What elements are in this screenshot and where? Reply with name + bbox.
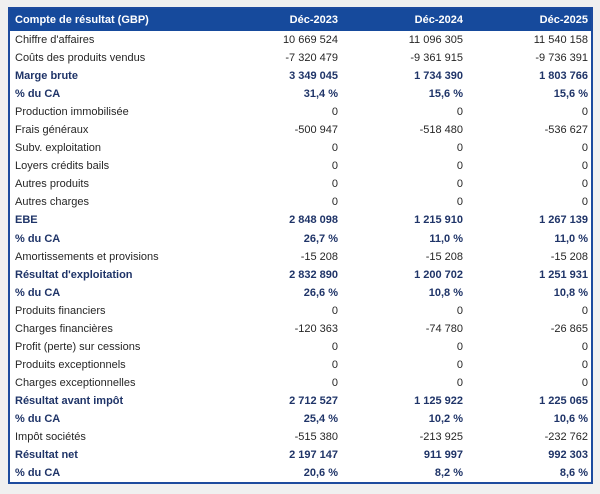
row-value: -500 947 — [294, 124, 338, 137]
table-row — [10, 121, 591, 139]
table-row — [10, 211, 591, 229]
row-value: 2 712 527 — [289, 394, 338, 407]
table-row — [10, 85, 591, 103]
row-value: -213 925 — [419, 431, 463, 444]
row-value: -518 480 — [419, 124, 463, 137]
row-label: Résultat net — [15, 449, 78, 462]
row-value: -15 208 — [550, 250, 588, 263]
row-value: 0 — [456, 304, 463, 317]
row-value: 10,8 % — [553, 286, 588, 299]
row-value: 11,0 % — [429, 232, 463, 245]
row-value: -9 736 391 — [535, 52, 588, 65]
row-value: 911 997 — [423, 449, 463, 462]
income-statement-table — [8, 7, 593, 484]
row-value: -120 363 — [294, 322, 338, 335]
row-value: 0 — [581, 142, 588, 155]
row-value: -9 361 915 — [410, 52, 463, 65]
row-value: 10,2 % — [428, 413, 463, 425]
row-value: 0 — [581, 196, 588, 209]
row-label: % du CA — [15, 467, 61, 480]
row-label: Autres charges — [15, 196, 89, 209]
table-row — [10, 248, 591, 266]
table-row — [10, 428, 591, 446]
row-value: 1 251 931 — [539, 268, 588, 281]
row-value: 15,6 % — [553, 88, 588, 101]
table-row — [10, 446, 591, 464]
table-row — [10, 157, 591, 175]
table-row — [10, 49, 591, 67]
row-value: 0 — [331, 196, 338, 209]
row-value: 0 — [331, 340, 338, 353]
table-header-row — [10, 9, 591, 31]
row-value: 11 096 305 — [408, 34, 463, 47]
row-label: Profit (perte) sur cessions — [15, 340, 141, 353]
row-label: Amortissements et provisions — [15, 250, 159, 263]
row-value: 0 — [331, 160, 338, 173]
row-value: -15 208 — [425, 250, 463, 263]
table-row — [10, 193, 591, 211]
row-value: 1 225 065 — [539, 394, 588, 407]
row-label: % du CA — [15, 286, 61, 299]
row-value: -7 320 479 — [285, 52, 338, 65]
table-row — [10, 374, 591, 392]
row-value: 0 — [456, 106, 463, 119]
row-label: % du CA — [15, 413, 61, 425]
row-value: -515 380 — [294, 431, 338, 444]
row-value: 26,6 % — [303, 286, 338, 299]
column-header-dec-2024: Déc-2024 — [414, 14, 463, 26]
row-value: 0 — [331, 106, 338, 119]
row-value: 10 669 524 — [282, 34, 338, 47]
row-label: EBE — [15, 214, 38, 227]
table-title: Compte de résultat (GBP) — [15, 14, 149, 26]
row-value: 2 832 890 — [289, 268, 338, 281]
row-value: 0 — [456, 376, 463, 389]
table-row — [10, 103, 591, 121]
table-row — [10, 31, 591, 49]
row-value: 11 540 158 — [533, 34, 588, 47]
table-row — [10, 175, 591, 193]
row-value: -26 865 — [550, 322, 588, 335]
row-value: 0 — [581, 340, 588, 353]
row-label: Impôt sociétés — [15, 431, 86, 444]
row-value: 0 — [581, 178, 588, 191]
row-value: 11,0 % — [554, 232, 588, 245]
row-label: Charges exceptionnelles — [15, 376, 136, 389]
table-row — [10, 320, 591, 338]
row-value: -232 762 — [544, 431, 588, 444]
row-value: 0 — [456, 358, 463, 371]
table-row — [10, 392, 591, 410]
table-row — [10, 302, 591, 320]
column-header-dec-2025: Déc-2025 — [539, 14, 588, 26]
row-value: 0 — [581, 376, 588, 389]
row-label: % du CA — [15, 88, 61, 101]
row-value: 0 — [581, 106, 588, 119]
row-value: 992 303 — [548, 449, 588, 462]
row-value: 15,6 % — [428, 88, 463, 101]
row-value: 1 267 139 — [539, 214, 588, 227]
row-value: 3 349 045 — [289, 70, 338, 83]
row-value: 2 848 098 — [289, 214, 338, 227]
row-value: 1 125 922 — [414, 394, 463, 407]
table-row — [10, 230, 591, 248]
row-label: Autres produits — [15, 178, 89, 191]
row-label: Coûts des produits vendus — [15, 52, 146, 65]
table-row — [10, 139, 591, 157]
row-value: 0 — [456, 160, 463, 173]
row-label: Subv. exploitation — [15, 142, 102, 155]
row-value: 0 — [331, 376, 338, 389]
row-value: 25,4 % — [303, 413, 338, 425]
row-value: 1 200 702 — [414, 268, 463, 281]
table-row — [10, 67, 591, 85]
row-value: 0 — [456, 142, 463, 155]
row-value: 0 — [331, 358, 338, 371]
row-value: 10,6 % — [553, 413, 588, 425]
row-label: Chiffre d'affaires — [15, 34, 95, 47]
row-label: Charges financières — [15, 322, 113, 335]
row-value: 0 — [456, 178, 463, 191]
row-value: 2 197 147 — [289, 449, 338, 462]
row-value: -74 780 — [425, 322, 463, 335]
row-value: 8,6 % — [559, 467, 588, 480]
row-value: 26,7 % — [303, 232, 338, 245]
row-value: 10,8 % — [428, 286, 463, 299]
row-value: -536 627 — [544, 124, 588, 137]
table-row — [10, 338, 591, 356]
row-label: Frais généraux — [15, 124, 89, 137]
table-row — [10, 464, 591, 482]
table-row — [10, 266, 591, 284]
row-value: 1 215 910 — [414, 214, 463, 227]
row-label: Résultat d'exploitation — [15, 268, 133, 281]
row-label: Résultat avant impôt — [15, 394, 124, 407]
row-label: % du CA — [15, 232, 61, 245]
row-label: Loyers crédits bails — [15, 160, 110, 173]
row-value: 31,4 % — [303, 88, 338, 101]
row-label: Produits exceptionnels — [15, 358, 126, 371]
row-label: Production immobilisée — [15, 106, 129, 119]
row-label: Marge brute — [15, 70, 78, 83]
row-value: 0 — [581, 304, 588, 317]
row-value: 0 — [331, 178, 338, 191]
row-value: 0 — [581, 358, 588, 371]
row-value: -15 208 — [300, 250, 338, 263]
row-value: 1 734 390 — [414, 70, 463, 83]
table-row — [10, 284, 591, 302]
row-value: 0 — [581, 160, 588, 173]
row-value: 0 — [456, 340, 463, 353]
column-header-dec-2023: Déc-2023 — [289, 14, 338, 26]
table-row — [10, 356, 591, 374]
row-value: 0 — [331, 304, 338, 317]
row-value: 0 — [456, 196, 463, 209]
row-value: 20,6 % — [303, 467, 338, 480]
row-label: Produits financiers — [15, 304, 106, 317]
row-value: 1 803 766 — [539, 70, 588, 83]
row-value: 8,2 % — [434, 467, 463, 480]
table-row — [10, 410, 591, 428]
table-body — [10, 31, 591, 482]
row-value: 0 — [331, 142, 338, 155]
